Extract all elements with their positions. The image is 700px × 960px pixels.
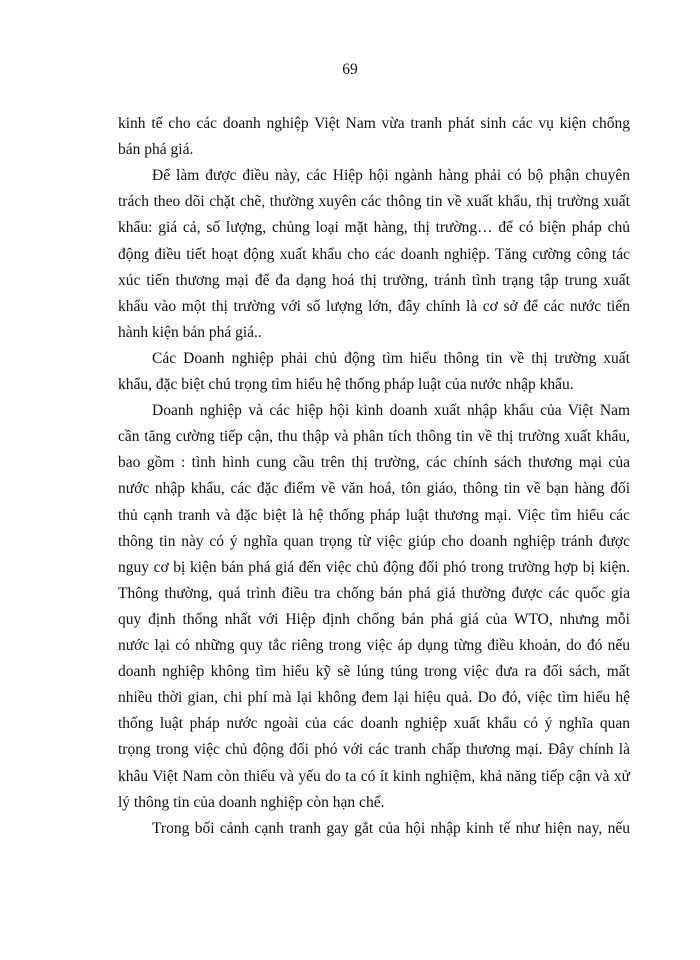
text-line: thủ cạnh tranh và đặc biệt là hệ thống pháp luật thương mại. Việc tìm hiểu các (118, 506, 630, 524)
text-line: trách theo dõi chặt chẽ, thường xuyên các thông tin về xuất khẩu, thị trường xuất (118, 193, 630, 211)
text-line: nhiều thời gian, chi phí mà lại không đem lại hiệu quả. Do đó, việc tìm hiểu hệ (118, 689, 630, 707)
text-line: cần tăng cường tiếp cận, thu thập và phân tích thông tin về thị trường xuất khẩu, (118, 428, 630, 446)
text-line: khâu Việt Nam còn thiếu và yếu do ta có ít kinh nghiệm, khả năng tiếp cận và xử (118, 767, 630, 785)
text-line: Thông thường, quá trình điều tra chống bán phá giá thường được các quốc gia (118, 584, 630, 602)
text-line: động điều tiết hoạt động xuất khẩu cho các doanh nghiệp. Tăng cường công tác (118, 245, 630, 263)
text-line: bán phá giá. (118, 141, 194, 159)
text-line: khẩu, đặc biệt chú trọng tìm hiểu hệ thống pháp luật của nước nhập khẩu. (118, 376, 574, 393)
text-line: kinh tế cho các doanh nghiệp Việt Nam vừa tranh phát sinh các vụ kiện chống (118, 115, 630, 132)
text-line: thông tin này có ý nghĩa quan trọng từ việc giúp cho doanh nghiệp tránh được (118, 532, 630, 550)
page-number: 69 (342, 61, 358, 78)
text-line: khẩu: giá cả, số lượng, chủng loại mặt hàng, thị trường… để có biện pháp chủ (118, 219, 630, 237)
text-line: trọng trong việc chủ động đối phó với các tranh chấp thương mại. Đây chính là (118, 741, 630, 759)
text-line: nước nhập khẩu, các đặc điểm về văn hoá, tôn giáo, thông tin về bạn hàng đối (118, 480, 630, 498)
text-line: nguy cơ bị kiện bán phá giá đến việc chủ động đối phó trong trường hợp bị kiện. (118, 558, 630, 576)
text-line: xúc tiến thương mại để đa dạng hoá thị trường, tránh tình trạng tập trung xuất (118, 271, 630, 289)
text-line: Để làm được điều này, các Hiệp hội ngành hàng phải có bộ phận chuyên (152, 167, 630, 185)
text-line: lý thông tin của doanh nghiệp còn hạn chế. (118, 793, 385, 811)
text-line: Doanh nghiệp và các hiệp hội kinh doanh xuất nhập khẩu của Việt Nam (152, 402, 630, 420)
text-line: nước lại có những quy tắc riêng trong việc áp dụng từng điều khoản, do đó nếu (118, 637, 630, 654)
text-line: quy định thống nhất với Hiệp định chống bán phá giá của WTO, nhưng mỗi (118, 610, 630, 628)
text-line: hành kiện bán phá giá.. (118, 323, 262, 341)
text-line: thống luật pháp nước ngoài của các doanh nghiệp xuất khẩu có ý nghĩa quan (118, 715, 630, 733)
text-line: Trong bối cảnh cạnh tranh gay gắt của hội nhập kinh tế như hiện nay, nếu (152, 819, 630, 837)
text-line: bao gồm : tình hình cung cầu trên thị trường, các chính sách thương mại của (118, 454, 630, 472)
text-line: doanh nghiệp không tìm hiểu kỹ sẽ lúng túng trong việc đưa ra đối sách, mất (118, 663, 630, 681)
text-line: Các Doanh nghiệp phải chủ động tìm hiểu thông tin về thị trường xuất (152, 349, 630, 367)
text-line: khẩu vào một thị trường với số lượng lớn, đây chính là cơ sở để các nước tiến (118, 297, 630, 315)
